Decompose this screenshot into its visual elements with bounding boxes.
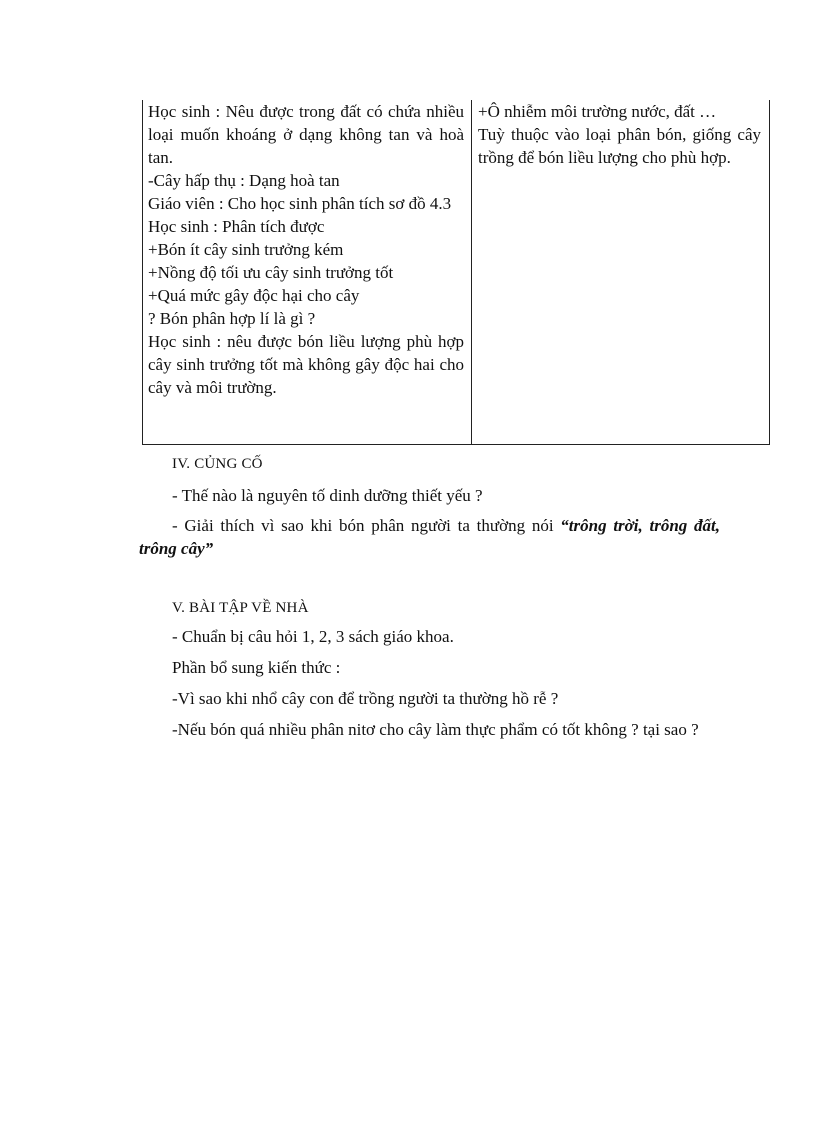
quoted-saying: “trông trời, trông đất, trông cây” xyxy=(139,516,721,558)
student-activity-cell xyxy=(148,100,464,399)
supplement-question-2: -Nếu bón quá nhiều phân nitơ cho cây làm thực phẩm có tốt không ? tại sao ? xyxy=(172,720,699,739)
cell-line: +Nồng độ tối ưu cây sinh trưởng tốt xyxy=(148,263,394,282)
table-border-stub xyxy=(142,100,143,106)
cell-line: Học sinh : Nêu được trong đất có chứa nhiều loại muốn khoáng ở dạng không tan và hoà tan. xyxy=(148,102,464,167)
content-cell xyxy=(478,100,761,169)
cell-line: ? Bón phân hợp lí là gì ? xyxy=(148,309,316,328)
section-heading-cung-co: IV. CỦNG CỐ xyxy=(172,456,263,472)
cell-line: Giáo viên : Cho học sinh phân tích sơ đồ 4.3 xyxy=(148,194,452,213)
cell-line: Tuỳ thuộc vào loại phân bón, giống cây trồng để bón liều lượng cho phù hợp. xyxy=(478,125,761,167)
cell-line: Học sinh : nêu được bón liều lượng phù hợp cây sinh trưởng tốt mà không gây độc hai cho cây và môi trường. xyxy=(148,332,464,397)
review-question-2 xyxy=(139,514,720,560)
column-divider xyxy=(471,100,472,444)
cell-line: +Bón ít cây sinh trưởng kém xyxy=(148,240,344,259)
section-heading-homework: V. BÀI TẬP VỀ NHÀ xyxy=(172,600,309,616)
review-question-1: - Thế nào là nguyên tố dinh dưỡng thiết yếu ? xyxy=(172,486,483,505)
homework-item-1: - Chuẩn bị câu hỏi 1, 2, 3 sách giáo khoa. xyxy=(172,627,454,646)
cell-line: +Quá mức gây độc hại cho cây xyxy=(148,286,360,305)
cell-line: -Cây hấp thụ : Dạng hoà tan xyxy=(148,171,340,190)
review-question-2-text: - Giải thích vì sao khi bón phân người ta thường nói xyxy=(172,516,561,535)
supplement-heading: Phần bổ sung kiến thức : xyxy=(172,658,341,677)
cell-line: +Ô nhiễm môi trường nước, đất … xyxy=(478,102,717,121)
lesson-table xyxy=(142,100,770,445)
cell-line: Học sinh : Phân tích được xyxy=(148,217,325,236)
supplement-question-1: -Vì sao khi nhổ cây con để trồng người ta thường hồ rễ ? xyxy=(172,689,559,708)
